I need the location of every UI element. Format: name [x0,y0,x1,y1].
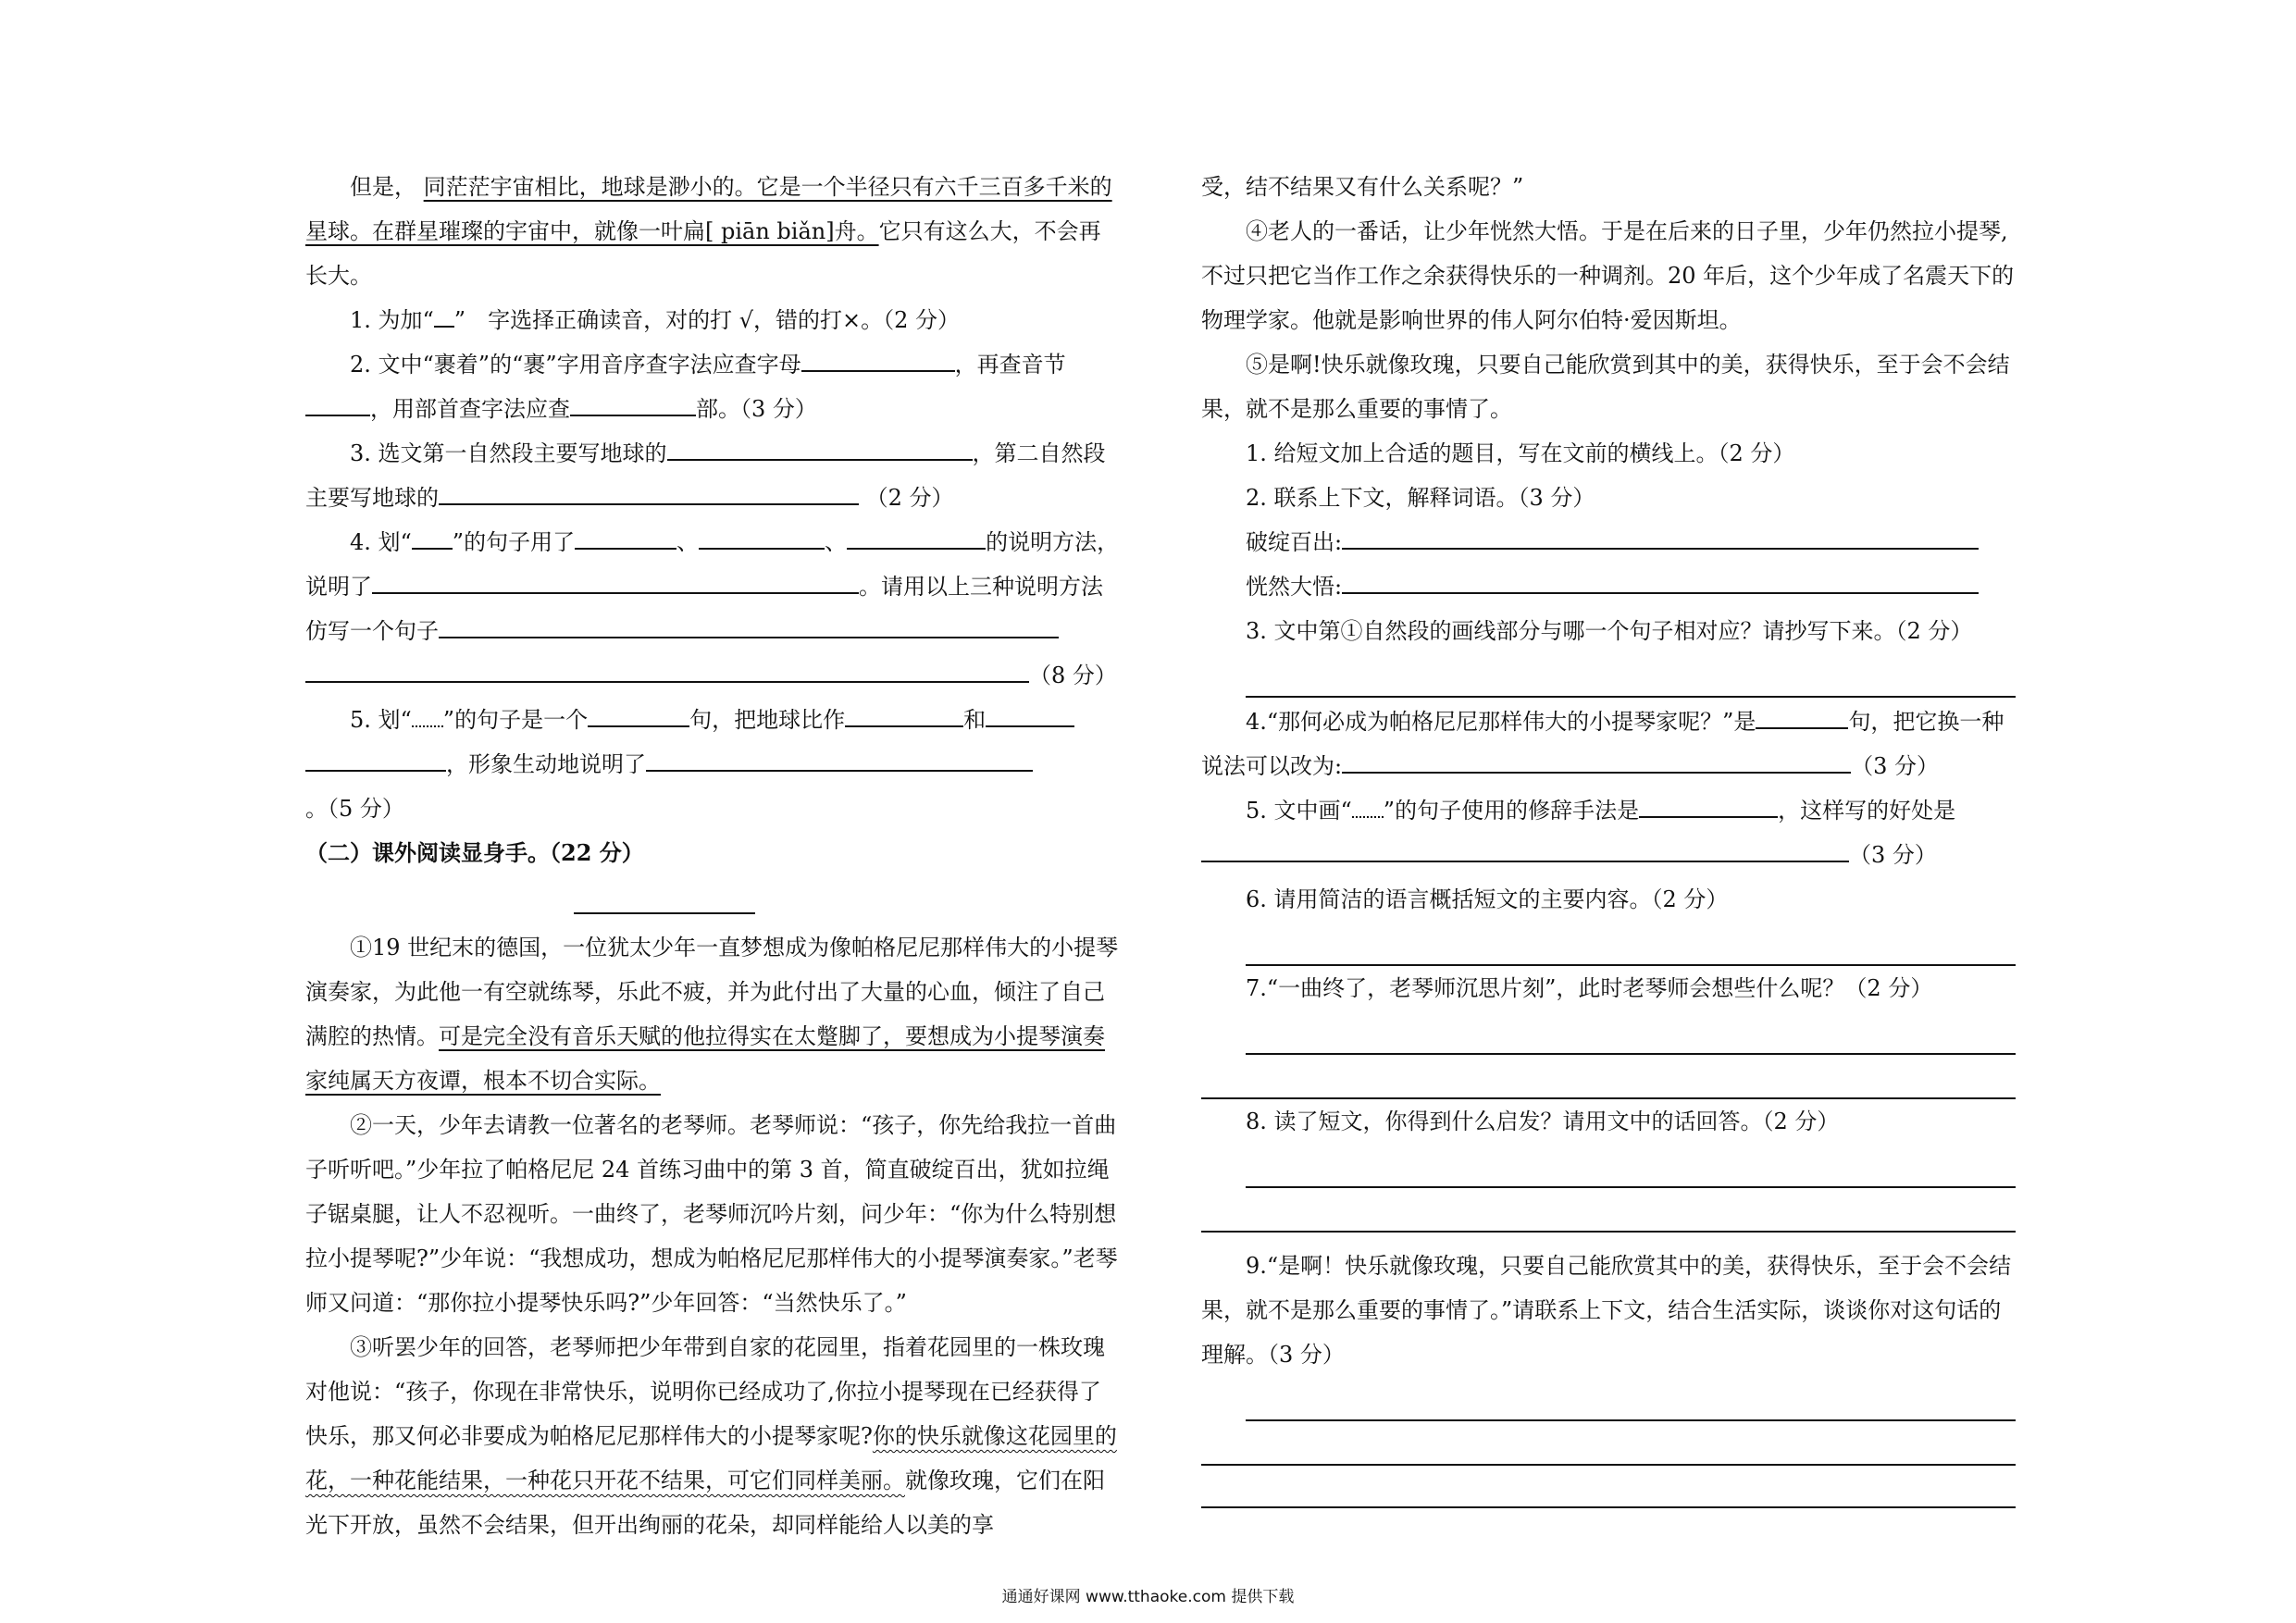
answer-line[interactable] [1201,1188,2016,1233]
answer-blank[interactable] [1342,564,1979,594]
answer-blank[interactable] [570,387,696,416]
right-column [1201,165,2016,1508]
answer-blank[interactable] [986,698,1074,727]
answer-line[interactable] [1246,1144,2016,1188]
answer-line[interactable] [1201,1421,2016,1466]
answer-line[interactable] [1246,1010,2016,1055]
answer-blank[interactable] [439,476,859,505]
answer-blank[interactable] [1639,788,1778,818]
passage-text: 它只有这么大，不会再长大。 [305,218,1101,289]
answer-blank[interactable] [575,520,676,550]
question-3: 3. 选文第一自然段主要写地球的 ，第二自然段主要写地球的 （2 分） [305,431,1122,520]
answer-blank[interactable] [646,742,1033,772]
answer-blank[interactable] [305,387,370,416]
answer-blank[interactable] [1756,700,1848,729]
answer-blank[interactable] [588,698,689,727]
answer-blank[interactable] [439,609,1059,638]
question-9: 9.“是啊！快乐就像玫瑰，只要自己能欣赏其中的美，获得快乐，至于会不会结果，就不是那么重要的事情了。”请联系上下文，结合生活实际，谈谈你对这句话的理解。（3 分） [1201,1253,2012,1368]
section-heading: （二）课外阅读显身手。（22 分） [305,839,644,866]
answer-blank[interactable] [412,698,443,727]
passage-continuation: 受，结不结果又有什么关系呢？” [1201,174,1524,200]
passage-text: 但是， [350,174,416,200]
answer-blank[interactable] [412,520,453,550]
question-2-word-2: 恍然大悟: [1201,564,2016,609]
passage-paragraph-1: ①19 世纪末的德国，一位犹太少年一直梦想成为像帕格尼尼那样伟大的小提琴演奏家，为此他一有空就练琴，乐此不疲，并为此付出了大量的心血，倾注了自己满腔的热情。可是完全没有音乐天赋的他拉得实在太蹩脚了，要想成为小提琴演奏家纯属天方夜谭，根本不切合实际。 [305,935,1119,1094]
answer-blank[interactable] [1342,520,1979,550]
answer-blank[interactable] [667,431,973,461]
question-1: 1. 为加“ ” 字选择正确读音，对的打 √，错的打×。（2 分） [305,298,1122,342]
wavy-underlined-sentence: 你的快乐就像这花园里的花，一种花能结果，一种花只开花不结果，可它们同样美丽。 [305,1423,1117,1493]
question-5: 5. 划“ ”的句子是一个 句，把地球比作 和 ，形象生动地说明了。（5 分） [305,698,1122,831]
answer-blank[interactable] [699,520,825,550]
question-4: 4.“那何必成为帕格尼尼那样伟大的小提琴家呢？”是 句，把它换一种说法可以改为: （3 分） [1201,700,2016,788]
question-4: 4. 划“ ”的句子用了 、 、 的说明方法，说明了 。请用以上三种说明方法仿写一个句子 （8 分） [305,520,1122,698]
answer-line[interactable] [1246,922,2016,966]
question-3: 3. 文中第①自然段的画线部分与哪一个句子相对应？请抄写下来。（2 分） [1246,618,1973,644]
answer-blank[interactable] [801,342,955,372]
answer-blank[interactable] [305,742,446,772]
question-5: 5. 文中画“ ”的句子使用的修辞手法是 ，这样写的好处是 （3 分） [1201,788,2016,877]
question-6: 6. 请用简洁的语言概括短文的主要内容。（2 分） [1246,886,1729,912]
underlined-sentence: 可是完全没有音乐天赋的他拉得实在太蹩脚了，要想成为小提琴演奏家纯属天方夜谭，根本不切合实际。 [305,1023,1105,1094]
title-blank[interactable] [574,890,755,914]
answer-blank[interactable] [305,653,1029,683]
answer-line[interactable] [1201,1466,2016,1508]
question-7: 7.“一曲终了，老琴师沉思片刻”，此时老琴师会想些什么呢？（2 分） [1246,975,1933,1001]
answer-blank[interactable] [1201,833,1849,862]
answer-blank[interactable] [372,564,859,594]
question-2: 2. 联系上下文，解释词语。（3 分） [1246,485,1595,511]
underlined-sentence: 同茫茫宇宙相比，地球是渺小的。它是一个半径只有六千三百多千米的星球。在群星璀璨的宇宙中，就像一叶扁[ piān biǎn]舟。 [305,174,1112,244]
answer-blank[interactable] [434,298,454,328]
answer-blank[interactable] [847,520,986,550]
answer-blank[interactable] [1342,744,1851,774]
page-footer: 通通好课网 www.tthaoke.com 提供下载 [1001,1588,1295,1606]
question-1: 1. 给短文加上合适的题目，写在文前的横线上。（2 分） [1246,440,1795,466]
answer-line[interactable] [1201,1055,2016,1099]
question-2: 2. 文中“裹着”的“裹”字用音序查字法应查字母 ，再查音节，用部首查字法应查 部。（3 分） [305,342,1122,431]
question-8: 8. 读了短文，你得到什么启发？请用文中的话回答。（2 分） [1246,1109,1840,1134]
answer-blank[interactable] [845,698,963,727]
answer-line[interactable] [1246,1377,2016,1421]
passage-paragraph-2: ②一天，少年去请教一位著名的老琴师。老琴师说：“孩子，你先给我拉一首曲子听听吧。”少年拉了帕格尼尼 24 首练习曲中的第 3 首，简直破绽百出，犹如拉绳子锯桌腿，让人不忍视听。一曲终了，老琴师沉吟片刻，问少年：“你为什么特别想拉小提琴呢?”少年说：“我想成功，想成为帕格尼尼那样伟大的小提琴演奏家。”老琴师又问道：“那你拉小提琴快乐吗?”少年回答：“当然快乐了。” [305,1112,1118,1316]
answer-blank[interactable] [1352,788,1384,818]
left-column [305,165,1122,1547]
answer-line[interactable] [1246,653,2016,698]
passage-paragraph-4: ④老人的一番话，让少年恍然大悟。于是在后来的日子里，少年仍然拉小提琴,不过只把它当作工作之余获得快乐的一种调剂。20 年后，这个少年成了名震天下的物理学家。他就是影响世界的伟人阿尔伯特·爱因斯坦。 [1201,218,2015,333]
question-2-word-1: 破绽百出: [1201,520,2016,564]
passage-paragraph-5: ⑤是啊!快乐就像玫瑰，只要自己能欣赏到其中的美，获得快乐，至于会不会结果，就不是那么重要的事情了。 [1201,352,2010,422]
reading-passage-a [305,165,1122,298]
passage-paragraph-3: ③听罢少年的回答，老琴师把少年带到自家的花园里，指着花园里的一株玫瑰对他说：“孩子，你现在非常快乐，说明你已经成功了,你拉小提琴现在已经获得了快乐，那又何必非要成为帕格尼尼那样伟大的小提琴家呢?你的快乐就像这花园里的花，一种花能结果，一种花只开花不结果，可它们同样美丽。就像玫瑰，它们在阳光下开放，虽然不会结果，但开出绚丽的花朵，却同样能给人以美的享 [305,1334,1117,1538]
